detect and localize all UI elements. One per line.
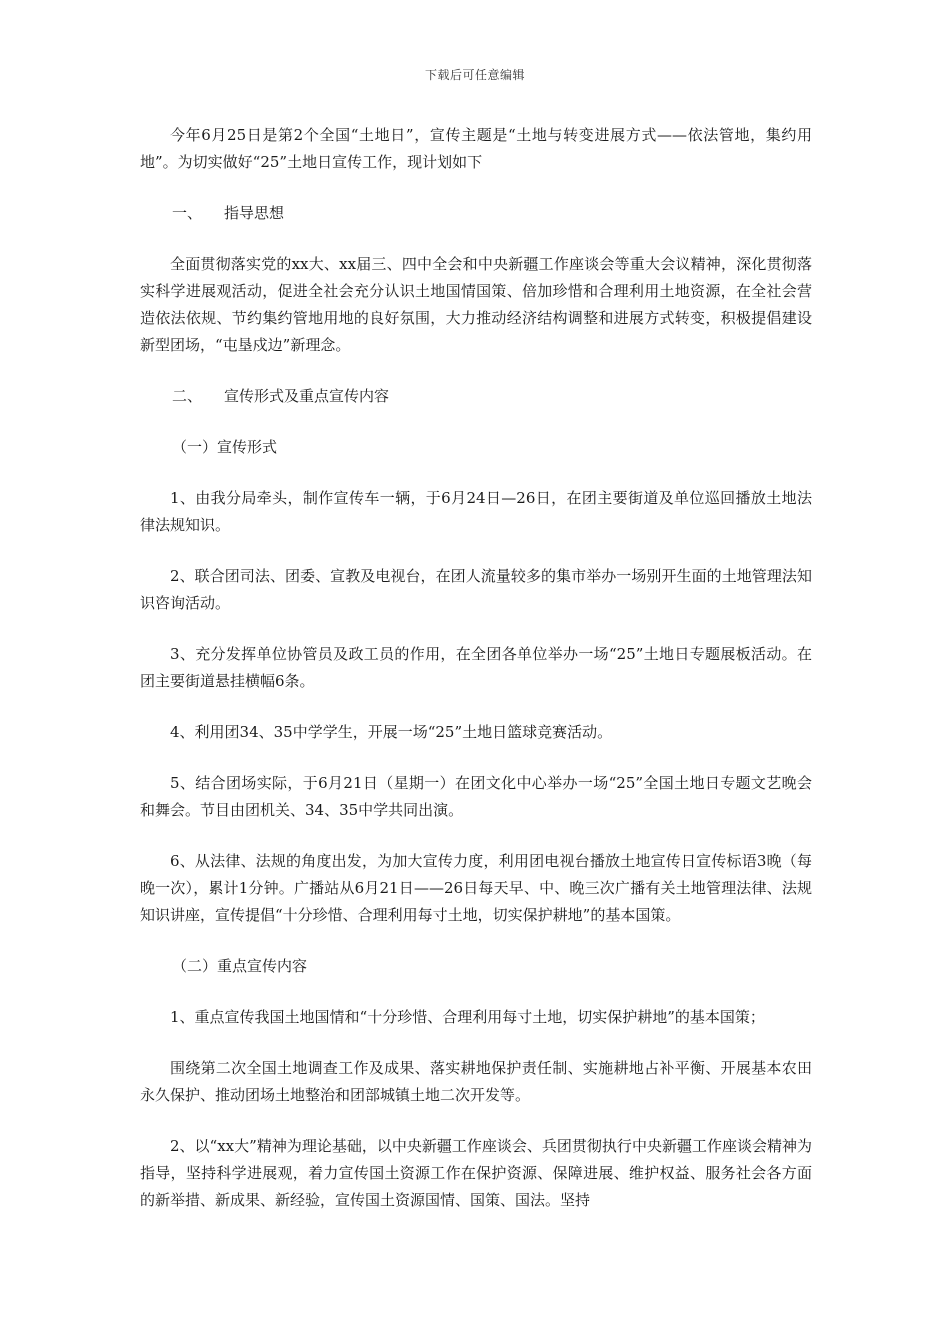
section-number: 二、 [172,387,203,405]
key-point-item: 1、重点宣传我国土地国情和“十分珍惜、合理利用每寸土地，切实保护耕地”的基本国策； [170,1008,765,1026]
section-heading-2 [140,383,812,410]
subsection-heading-forms: （一）宣传形式 [172,438,278,456]
form-item: 3、充分发挥单位协管员及政工员的作用，在全团各单位举办一场“25”土地日专题展板活动。在团主要街道悬挂横幅6条。 [140,645,812,690]
form-item: 2、联合团司法、团委、宣教及电视台，在团人流量较多的集市举办一场别开生面的土地管理法知识咨询活动。 [140,567,812,612]
document-body [140,122,812,1238]
page-header-note: 下载后可任意编辑 [424,68,525,82]
key-point-item: 围绕第二次全国土地调查工作及成果、落实耕地保护责任制、实施耕地占补平衡、开展基本农田永久保护、推动团场土地整治和团部城镇土地二次开发等。 [140,1059,812,1104]
section-number: 一、 [172,204,203,222]
form-item: 5、结合团场实际，于6月21日（星期一）在团文化中心举办一场“25”全国土地日专题文艺晚会和舞会。节目由团机关、34、35中学共同出演。 [140,774,812,819]
section-1-paragraph: 全面贯彻落实党的xx大、xx届三、四中全会和中央新疆工作座谈会等重大会议精神，深化贯彻落实科学进展观活动，促进全社会充分认识土地国情国策、倍加珍惜和合理利用土地资源，在全社会营造依法依规、节约集约管地用地的良好氛围，大力推动经济结构调整和进展方式转变，积极提倡建设新型团场，“屯垦戍边”新理念。 [140,255,812,354]
section-title: 宣传形式及重点宣传内容 [224,387,390,405]
form-item: 4、利用团34、35中学学生，开展一场“25”土地日篮球竞赛活动。 [170,723,613,741]
section-title: 指导思想 [224,204,285,222]
form-item: 6、从法律、法规的角度出发，为加大宣传力度，利用团电视台播放土地宣传日宣传标语3晚（每晚一次），累计1分钟。广播站从6月21日——26日每天早、中、晚三次广播有关土地管理法律、法规知识讲座，宣传提倡“十分珍惜、合理利用每寸土地，切实保护耕地”的基本国策。 [140,852,812,924]
form-item: 1、由我分局牵头，制作宣传车一辆，于6月24日—26日，在团主要街道及单位巡回播放土地法律法规知识。 [140,489,812,534]
section-heading-1 [140,200,812,227]
intro-paragraph: 今年6月25日是第2个全国“土地日”，宣传主题是“土地与转变进展方式——依法管地，集约用地”。为切实做好“25”土地日宣传工作，现计划如下 [140,126,812,171]
subsection-heading-key-content: （二）重点宣传内容 [172,957,308,975]
key-point-item: 2、以“xx大”精神为理论基础，以中央新疆工作座谈会、兵团贯彻执行中央新疆工作座谈会精神为指导，坚持科学进展观，着力宣传国土资源工作在保护资源、保障进展、维护权益、服务社会各方面的新举措、新成果、新经验，宣传国土资源国情、国策、国法。坚持 [140,1137,812,1209]
